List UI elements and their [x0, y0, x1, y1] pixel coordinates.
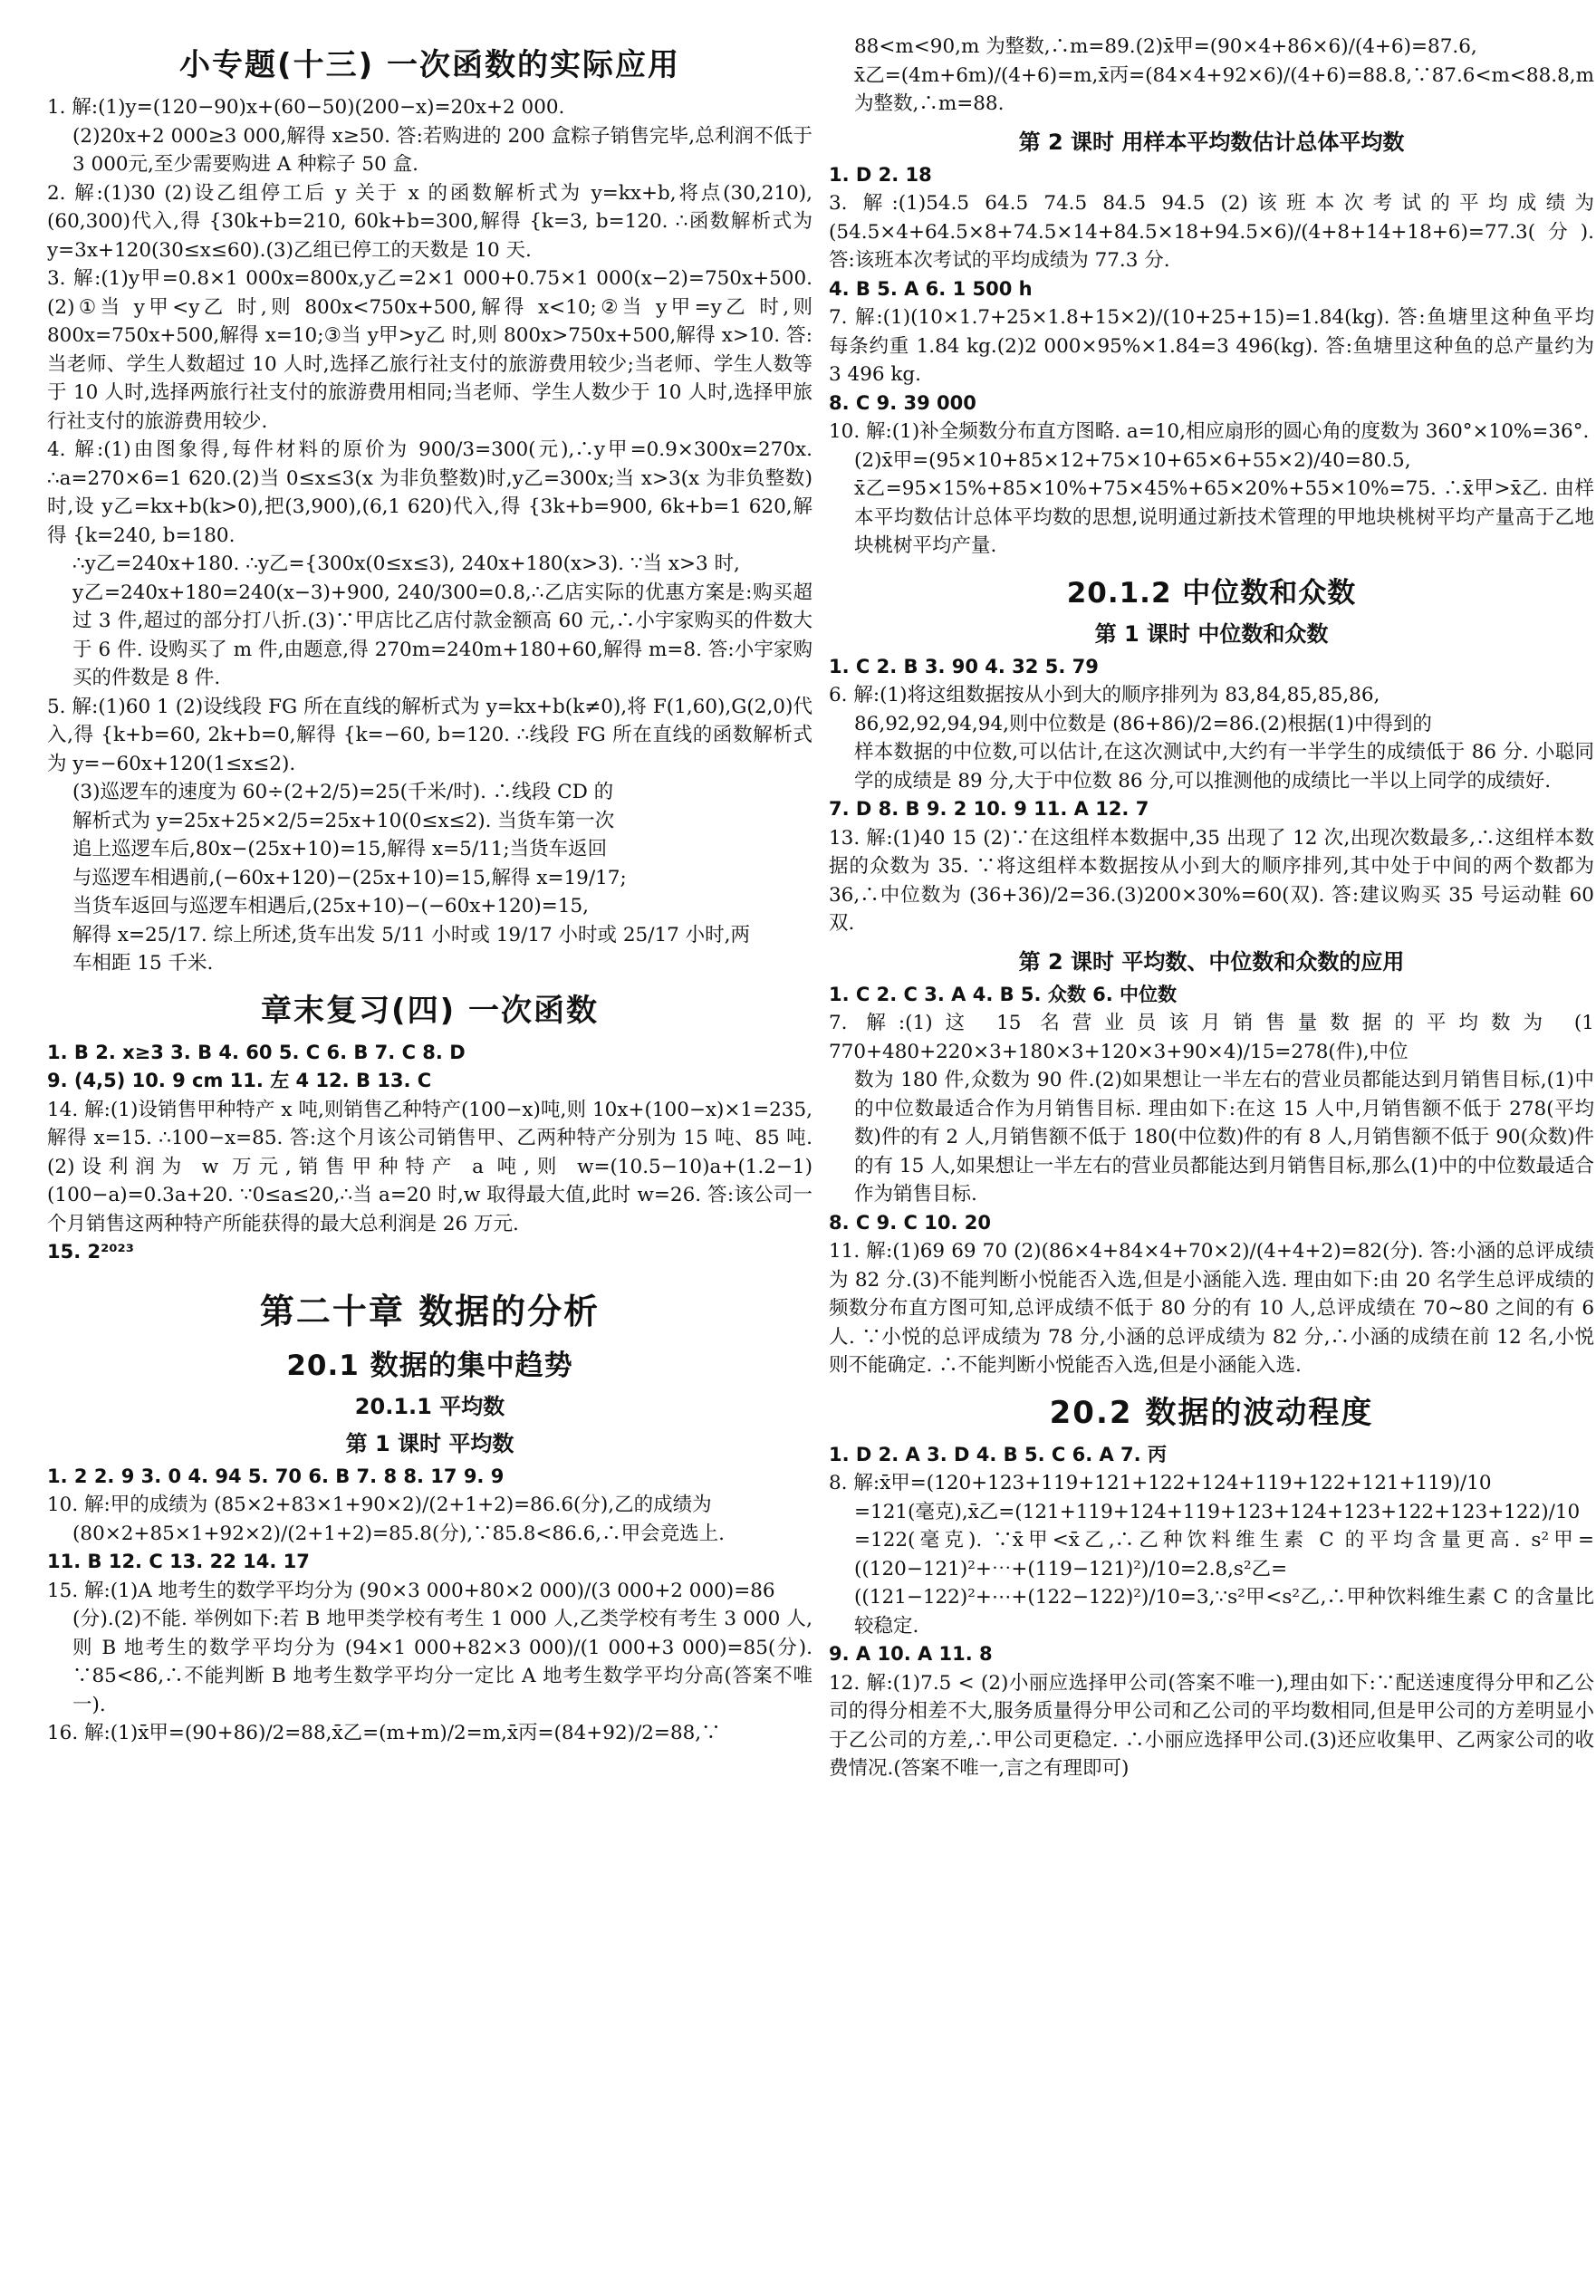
- continued-answers: [829, 33, 1594, 119]
- answer-paragraph: 8. 解:x̄甲=(120+123+119+121+122+124+119+122+121+119)/10: [829, 1472, 1492, 1494]
- subsection-heading: 20.1.2 中位数和众数: [1066, 576, 1357, 610]
- lesson-heading: 第 2 课时 用样本平均数估计总体平均数: [1018, 129, 1405, 155]
- answer-paragraph: 12. 解:(1)7.5 < (2)小丽应选择甲公司(答案不唯一),理由如下:∵配送速度得分甲和乙公司的得分相差不大,服务质量得分甲公司和乙公司的平均数相同,但是甲公司的方差明显小于乙公司的方差,∴甲公司更稳定. ∴小丽应选择甲公司.(3)还应收集甲、乙两家公司的收费情况.(答案不唯一,言之有理即可): [829, 1671, 1594, 1780]
- chapter-title: 第二十章 数据的分析: [259, 1291, 601, 1331]
- average-answers: [47, 1463, 812, 1748]
- sample-average-answers: [829, 161, 1594, 561]
- answer-paragraph: 7. 解:(1)(10×1.7+25×1.8+15×2)/(10+25+15)=1.84(kg). 答:鱼塘里这种鱼平均每条约重 1.84 kg.(2)2 000×95%×1.84=3 496(kg). 答:鱼塘里这种鱼的总产量约为 3 496 kg.: [829, 306, 1594, 386]
- answer-paragraph: 16. 解:(1)x̄甲=(90+86)/2=88,x̄乙=(m+m)/2=m,x̄丙=(84+92)/2=88,∵: [47, 1722, 721, 1744]
- answer-paragraph: 6. 解:(1)将这组数据按从小到大的顺序排列为 83,84,85,85,86,: [829, 684, 1380, 706]
- answer-paragraph: 15. 解:(1)A 地考生的数学平均分为 (90×3 000+80×2 000)/(3 000+2 000)=86: [47, 1579, 775, 1602]
- answer-paragraph: 3. 解:(1)54.5 64.5 74.5 84.5 94.5 (2)该班本次考试的平均成绩为 (54.5×4+64.5×8+74.5×14+84.5×18+94.5×6)/(4+8+14+18+6)=77.3(分). 答:该班本次考试的平均成绩为 77.3 分.: [829, 192, 1594, 272]
- special-topic-answers: [47, 93, 812, 978]
- section-title-chapter-review: 章末复习(四) 一次函数: [261, 992, 599, 1029]
- answer-paragraph: 10. 解:(1)补全频数分布直方图略. a=10,相应扇形的圆心角的度数为 360°×10%=36°.: [829, 420, 1590, 443]
- answer-paragraph: (2)x̄甲=(95×10+85×12+75×10+65×6+55×2)/40=80.5,: [854, 448, 1411, 472]
- answer-paragraph: 解得 x=25/17. 综上所述,货车出发 5/11 小时或 19/17 小时或 25/17 小时,两: [72, 923, 750, 946]
- subsection-heading: 20.1.1 平均数: [354, 1393, 505, 1419]
- answer-paragraph: 3. 解:(1)y甲=0.8×1 000x=800x,y乙=2×1 000+0.75×1 000(x−2)=750x+500.(2)①当 y甲<y乙 时,则 800x<750x+500,解得 x<10;②当 y甲=y乙 时,则 800x=750x+500,解得 x=10;③当 y甲>y乙 时,则 800x>750x+500,解得 x>10. 答:当老师、学生人数超过 10 人时,选择乙旅行社支付的旅游费用较少;当老师、学生人数等于 10 人时,选择两旅行社支付的旅游费用相同;当老师、学生人数少于 10 人时,选择甲旅行社支付的旅游费用较少.: [47, 267, 812, 433]
- answer-paragraph: 1. 解:(1)y=(120−90)x+(60−50)(200−x)=20x+2 000.: [47, 96, 565, 119]
- answer-paragraph: 数为 180 件,众数为 90 件.(2)如果想让一半左右的营业员都能达到月销售目标,(1)中的中位数最适合作为月销售目标. 理由如下:在这 15 人中,月销售额不低于 278(平均数)件的有 2 人,月销售额不低于 180(中位数)件的有 8 人,月销售额不低于 90(众数)件的有 15 人,如果想让一半左右的营业员都能达到月销售目标,那么(1)中的中位数最适合作为销售目标.: [854, 1069, 1594, 1206]
- answer-paragraph: 车相距 15 千米.: [72, 952, 214, 975]
- answer-paragraph: 14. 解:(1)设销售甲种特产 x 吨,则销售乙种特产(100−x)吨,则 10x+(100−x)×1=235,解得 x=15. ∴100−x=85. 答:这个月该公司销售甲、乙两种特产分别为 15 吨、85 吨.(2)设利润为 w 万元,销售甲种特产 a 吨,则 w=(10.5−10)a+(1.2−1)(100−a)=0.3a+20. ∵0≤a≤20,∴当 a=20 时,w 取得最大值,此时 w=26. 答:该公司一个月销售这两种特产所能获得的最大总利润是 26 万元.: [47, 1098, 812, 1235]
- answer-paragraph: 1. 2 2. 9 3. 0 4. 94 5. 70 6. B 7. 8 8. 17 9. 9: [47, 1465, 505, 1487]
- answer-paragraph: ((121−122)²+⋯+(122−122)²)/10=3,∵s²甲<s²乙,∴甲种饮料维生素 C 的含量比较稳定.: [854, 1586, 1594, 1638]
- section-title-dispersion: 20.2 数据的波动程度: [1049, 1394, 1374, 1431]
- lesson-heading: 第 2 课时 平均数、中位数和众数的应用: [1018, 948, 1405, 975]
- lesson-heading: 第 1 课时 中位数和众数: [1094, 620, 1329, 647]
- right-column: [829, 33, 1594, 1783]
- answer-paragraph: 1. C 2. B 3. 90 4. 32 5. 79: [829, 655, 1099, 677]
- answer-paragraph: x̄乙=95×15%+85×10%+75×45%+65×20%+55×10%=75. ∴x̄甲>x̄乙. 由样本平均数估计总体平均数的思想,说明通过新技术管理的甲地块桃树平均产量高于乙地块桃树平均产量.: [854, 477, 1594, 557]
- answer-paragraph: =122(毫克). ∵x̄甲<x̄乙,∴乙种饮料维生素 C 的平均含量更高. s²甲=((120−121)²+⋯+(119−121)²)/10=2.8,s²乙=: [854, 1529, 1594, 1580]
- answer-paragraph: 8. C 9. 39 000: [829, 391, 976, 414]
- answer-paragraph: 11. 解:(1)69 69 70 (2)(86×4+84×4+70×2)/(4+4+2)=82(分). 答:小涵的总评成绩为 82 分.(3)不能判断小悦能否入选,但是小涵能入选. 理由如下:由 20 名学生总评成绩的频数分布直方图可知,总评成绩不低于 80 分的有 10 人,总评成绩在 70~80 之间的有 6 人. ∵小悦的总评成绩为 78 分,小涵的总评成绩为 82 分,∴小涵的成绩在前 12 名,小悦则不能确定. ∴不能判断小悦能否入选,但是小涵能入选.: [829, 1240, 1594, 1377]
- section-heading: 20.1 数据的集中趋势: [286, 1349, 573, 1382]
- answer-paragraph: 4. B 5. A 6. 1 500 h: [829, 277, 1033, 300]
- answer-paragraph: 当货车返回与巡逻车相遇后,(25x+10)−(−60x+120)=15,: [72, 895, 590, 917]
- lesson-heading: 第 1 课时 平均数: [345, 1430, 514, 1456]
- answer-paragraph: 9. A 10. A 11. 8: [829, 1643, 993, 1665]
- answer-paragraph: 15. 2²⁰²³: [47, 1241, 134, 1263]
- answer-paragraph: 86,92,92,94,94,则中位数是 (86+86)/2=86.(2)根据(1)中得到的: [854, 712, 1432, 735]
- median-mode-answers: [829, 653, 1594, 938]
- application-answers: [829, 981, 1594, 1380]
- answer-paragraph: 解析式为 y=25x+25×2/5=25x+10(0≤x≤2). 当货车第一次: [72, 809, 615, 832]
- answer-paragraph: 追上巡逻车后,80x−(25x+10)=15,解得 x=5/11;当货车返回: [72, 838, 608, 860]
- answer-paragraph: 11. B 12. C 13. 22 14. 17: [47, 1551, 310, 1572]
- chapter-review-answers: [47, 1039, 812, 1267]
- answer-paragraph: (3)巡逻车的速度为 60÷(2+2/5)=25(千米/时). ∴线段 CD 的: [72, 781, 614, 803]
- left-column: [47, 33, 812, 1748]
- answer-paragraph: 1. D 2. 18: [829, 163, 932, 186]
- answer-paragraph: 88<m<90,m 为整数,∴m=89.(2)x̄甲=(90×4+86×6)/(4+6)=87.6,: [854, 35, 1477, 58]
- answer-paragraph: x̄乙=(4m+6m)/(4+6)=m,x̄丙=(84×4+92×6)/(4+6)=88.8,∵87.6<m<88.8,m 为整数,∴m=88.: [854, 63, 1594, 115]
- dispersion-answers: [829, 1441, 1594, 1783]
- answer-paragraph: 13. 解:(1)40 15 (2)∵在这组样本数据中,35 出现了 12 次,出现次数最多,∴这组样本数据的众数为 35. ∵将这组样本数据按从小到大的顺序排列,其中处于中间的两个数都为 36,∴中位数为 (36+36)/2=36.(3)200×30%=60(双). 答:建议购买 35 号运动鞋 60 双.: [829, 826, 1594, 935]
- answer-paragraph: (80×2+85×1+92×2)/(2+1+2)=85.8(分),∵85.8<86.6,∴甲会竞选上.: [72, 1522, 725, 1545]
- answer-paragraph: y乙=240x+180=240(x−3)+900, 240/300=0.8,∴乙店实际的优惠方案是:购买超过 3 件,超过的部分打八折.(3)∵甲店比乙店付款金额高 60 元,∴小宇家购买的件数大于 6 件. 设购买了 m 件,由题意,得 270m=240m+180+60,解得 m=8. 答:小宇家购买的件数是 8 件.: [72, 581, 812, 689]
- answer-paragraph: 8. C 9. C 10. 20: [829, 1211, 991, 1234]
- answer-paragraph: 10. 解:甲的成绩为 (85×2+83×1+90×2)/(2+1+2)=86.6(分),乙的成绩为: [47, 1494, 712, 1516]
- answer-paragraph: 5. 解:(1)60 1 (2)设线段 FG 所在直线的解析式为 y=kx+b(k≠0),将 F(1,60),G(2,0)代入,得 {k+b=60, 2k+b=0,解得 {k=−60, b=120. ∴线段 FG 所在直线的函数解析式为 y=−60x+120(1≤x≤2).: [47, 695, 812, 775]
- answer-paragraph: 与巡逻车相遇前,(−60x+120)−(25x+10)=15,解得 x=19/17;: [72, 866, 627, 889]
- answer-paragraph: (分).(2)不能. 举例如下:若 B 地甲类学校有考生 1 000 人,乙类学校有考生 3 000 人,则 B 地考生的数学平均分为 (94×1 000+82×3 000)/(1 000+3 000)=85(分). ∵85<86,∴不能判断 B 地考生数学平均分一定比 A 地考生数学平均分高(答案不唯一).: [72, 1608, 812, 1716]
- section-title-special-topic: 小专题(十三) 一次函数的实际应用: [179, 47, 680, 83]
- answer-paragraph: 样本数据的中位数,可以估计,在这次测试中,大约有一半学生的成绩低于 86 分. 小聪同学的成绩是 89 分,大于中位数 86 分,可以推测他的成绩比一半以上同学的成绩好.: [854, 741, 1594, 793]
- answer-paragraph: 7. 解:(1)这 15 名营业员该月销售量数据的平均数为 (1 770+480+220×3+180×3+120×3+90×4)/15=278(件),中位: [829, 1012, 1594, 1063]
- answer-paragraph: ∴y乙=240x+180. ∴y乙={300x(0≤x≤3), 240x+180(x>3). ∵当 x>3 时,: [72, 552, 740, 575]
- answer-paragraph: 2. 解:(1)30 (2)设乙组停工后 y 关于 x 的函数解析式为 y=kx+b,将点(30,210),(60,300)代入,得 {30k+b=210, 60k+b=300,解得 {k=3, b=120. ∴函数解析式为 y=3x+120(30≤x≤60).(3)乙组已停工的天数是 10 天.: [47, 181, 812, 262]
- answer-paragraph: 4. 解:(1)由图象得,每件材料的原价为 900/3=300(元),∴y甲=0.9×300x=270x. ∴a=270×6=1 620.(2)当 0≤x≤3(x 为非负整数)时,y乙=300x;当 x>3(x 为非负整数)时,设 y乙=kx+b(k>0),把(3,900),(6,1 620)代入,得 {3k+b=900, 6k+b=1 620,解得 {k=240, b=180.: [47, 438, 812, 547]
- answer-paragraph: 1. D 2. A 3. D 4. B 5. C 6. A 7. 丙: [829, 1443, 1167, 1465]
- answer-paragraph: =121(毫克),x̄乙=(121+119+124+119+123+124+123+122+123+122)/10: [854, 1500, 1581, 1523]
- answer-paragraph: 7. D 8. B 9. 2 10. 9 11. A 12. 7: [829, 798, 1149, 820]
- answer-paragraph: 9. (4,5) 10. 9 cm 11. 左 4 12. B 13. C: [47, 1070, 432, 1091]
- answer-paragraph: 1. B 2. x≥3 3. B 4. 60 5. C 6. B 7. C 8. D: [47, 1041, 466, 1063]
- answer-paragraph: 1. C 2. C 3. A 4. B 5. 众数 6. 中位数: [829, 983, 1178, 1005]
- answer-paragraph: (2)20x+2 000≥3 000,解得 x≥50. 答:若购进的 200 盒粽子销售完毕,总利润不低于3 000元,至少需要购进 A 种粽子 50 盒.: [72, 124, 812, 176]
